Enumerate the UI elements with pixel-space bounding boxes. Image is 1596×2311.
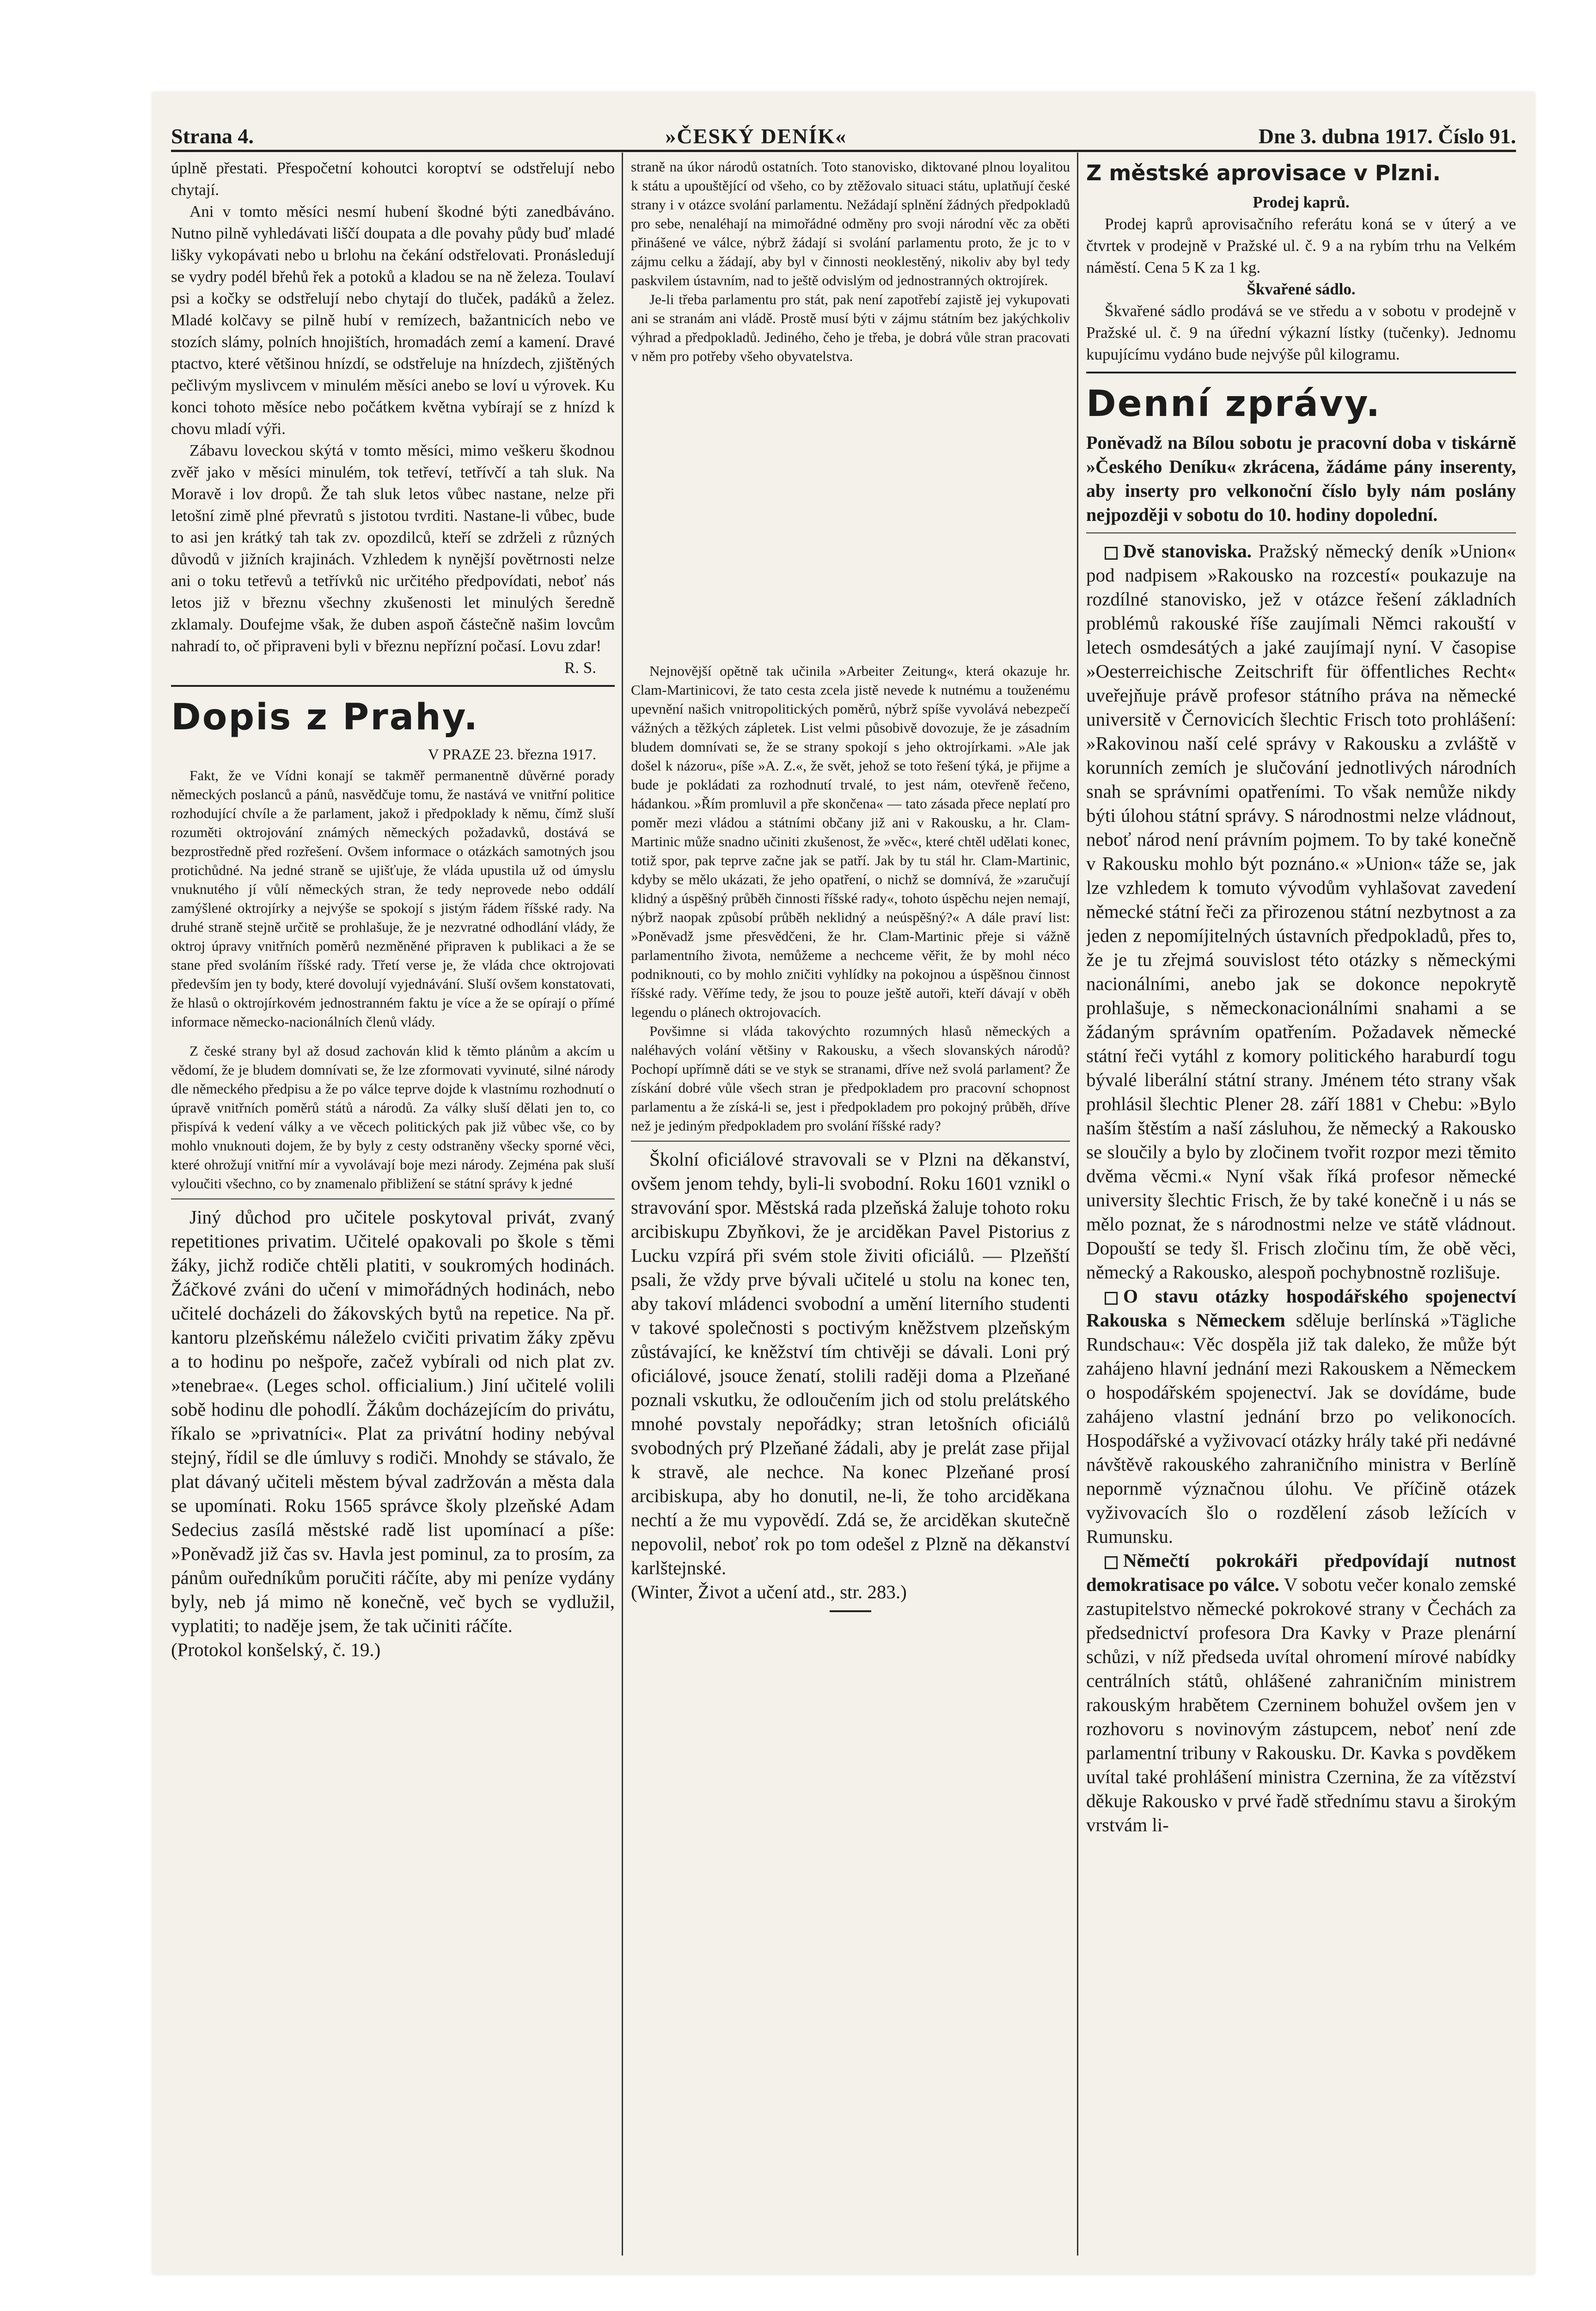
- newspaper-page: [153, 92, 1535, 2274]
- section-divider: [1086, 532, 1516, 533]
- section-headline: Denní zprávy.: [1086, 383, 1382, 425]
- page-number: Strana 4.: [171, 124, 254, 148]
- publisher-notice: Poněvadž na Bílou sobotu je pracovní doba v tiskárně »Českého Deníku« zkrácena, žádáme pány inserenty, aby inserty pro velkonoční číslo byly nám poslány nejpozději v sobotu do 10. hodiny dopolední.: [1086, 432, 1516, 525]
- subheading: Prodej kaprů.: [1253, 193, 1350, 211]
- issue-date: Dne 3. dubna 1917.: [1258, 124, 1433, 148]
- news-item-body: V sobotu večer konalo zemské zastupitelstvo německé pokrokové strany v Čechách za předsednictví profesora Dra Kavky v Praze plenární schůzi, v níž předseda uvítal ohromení mírové nabídky centrálních států, ohlášené zahraničním ministrem rakouským hrabětem Czerninem bohužel ovšem jen v rozhovoru s novinovým zástupcem, neboť není zde parlamentní tribuny v Rakousku. Dr. Kavka s povděkem uvítal také prohlášení ministra Czernina, že za vítězství děkuje Rakousko v prvé řadě střednímu stavu a širokým vrstvám li-: [1086, 1574, 1516, 1835]
- paragraph: Povšimne si vláda takovýchto rozumných hlasů německých a naléhavých volání většiny v Rakousku, a všech slovanských národů? Pochopí upřímně dáti se ve styk se stranami, dříve než svolá parlament? Že získání dobré vůle všech stran je předpokladem pro pracovní schopnost parlamentu a že získá-li se, jest i předpokladem pro pokojný průběh, dříve než je jediným předpokladem pro svolání říšské rady?: [631, 1023, 1070, 1134]
- square-bullet-icon: [1105, 547, 1118, 560]
- paragraph: Školní oficiálové stravovali se v Plzni na děkanství, ovšem jenom tehdy, byli-li svobodní. Roku 1601 vznikl o stravování spor. Městská rada plzeňská žaluje tohoto roku arcibiskupu Zbyňkovi, že je arciděkan Pavel Pistorius z Lucku vzpírá při svém stole živiti oficiálů. — Plzeňští psali, že vždy prve bývali učitelé u stolu na konec ten, aby takoví mládenci svobodní a umění literního studenti v takové společnosti s poctivým kněžstvem plzeňským zůstávající, ke kněžství tím chtivěji se dávali. Loni prý oficiálové, jsouce ženatí, stolili raději doma a Plzeňané poznali vskutku, že odloučením jich od stolu prelátského mnohé povstaly nepořádky; stran letošních oficiálů svobodných prý Plzeňané žádali, aby je prelát zase přijal k stravě, ale nechce. Na konec Plzeňané prosí arcibiskupa, aby ho donutil, ne-li, že toho arciděkana nechtí a že mu vypovědí. Zdá se, že arciděkan skutečně nepovolil, neboť rok po tom odešel z Plzně na děkanství karlštejnské.: [631, 1149, 1070, 1578]
- news-item-title: Dvě stanoviska.: [1123, 540, 1252, 562]
- column-right: [1086, 157, 1516, 2256]
- citation: (Winter, Život a učení atd., str. 283.): [631, 1581, 907, 1602]
- section-divider: [171, 685, 615, 687]
- news-item-body: sděluje berlínská »Tägliche Rundschau«: Věc dospěla již tak daleko, že může být zahájeno hlavní jednání mezi Rakouskem a Německem o hospodářském spojenectví. Jak se dovídáme, bude zahájeno vlastní jednání brzo po velikonocích. Hospodářské a vyživovací otázky hrály také při nedávné návštěvě rakouského zahraničního ministra v Berlíně nepornmě význačnou úlohu. Ve příčině otázek vyživovacích šlo o rozdělení zásob ležících v Rumunsku.: [1086, 1309, 1516, 1547]
- paragraph: Nejnovější opětně tak učinila »Arbeiter Zeitung«, která okazuje hr. Clam-Martinicovi, že tato cesta zcela jistě nevede k nutnému a touženému upevnění našich vnitropolitických poměrů, nýbrž spíše vyvolává nebezpečí vážných a těžkých zápletek. List velmi působivě dovozuje, že je zásadním bludem domnívati se, že se strany spokojí s jeho oktrojírkami. »Ale jak došel k názoru«, píše »A. Z.«, že svět, jehož se toto řešení týká, je přijme a bude je pokládati za rozhodnutí trvalé, to jest nám, otevřeně řečeno, hádankou. »Řím promluvil a pře skončena« — tato zásada přece neplatí pro poměr mezi vládou a státními občany již ani v Rakousku, a hr. Clam-Martinic může snadno učiniti zkušenost, že »věc«, které chtěl udělati konec, totiž spor, pak teprve začne jak se patří. Jak by tu stál hr. Clam-Martinic, kdyby se mělo ukázati, že jeho opatření, o nichž se domnívá, že »zaručují klidný a úspěšný průběh činnosti říšské rady«, tohoto úspěchu nejen nemají, nýbrž naopak způsobí průběh neklidný a neúspěšný?« A dále praví list: »Poněvadž jsme přesvědčeni, že hr. Clam-Martinic přeje si vážně parlamentního života, nemůžeme a nechceme věřit, že by mohl néco podniknouti, co by mohlo zničiti vyhlídky na pokojnou a úspěšnou činnost říšské rady. Věříme tedy, že jsou to pouze ještě autoři, kteří dávají v oběh legendu o plánech oktrojovacích.: [631, 663, 1070, 1020]
- citation: (Protokol konšelský, č. 19.): [171, 1639, 381, 1660]
- masthead-title: »ČESKÝ DENÍK«: [665, 124, 847, 148]
- news-item: [1086, 1284, 1516, 1548]
- paragraph: Jiný důchod pro učitele poskytoval privát, zvaný repetitiones privatim. Učitelé opakovali po škole s těmi žáky, jichž rodiče chtěli platiti, v soukromých hodinách. Žáčkové zváni do učení v mimořádných hodinách, nebo učitelé docházeli do žákovských bytů na repetice. Na př. kantoru plzeňskému náleželo cvičiti privatim žáky zpěvu a to hodinu po nešpoře, začež vybírali od nich plat zv. »tenebrae«. (Leges schol. officialium.) Jiní učitelé volili sobě hodinu dle pohodlí. Žákům docházejícím do privátu, říkalo se »privatníci«. Plat za privátní hodiny nebýval stejný, řídil se dle úmluvy s rodiči. Mnohdy se stávalo, že plat dávaný učiteli městem býval zadržován a města dala se upomínati. Roku 1565 správce školy plzeňské Adam Sedecius zasílá městské radě list upomínací a píše: »Poněvadž již čas sv. Havla jest pominul, za to prosím, za pánům ouředníkům poručiti ráčíte, aby mi peníze vydány byly, neb já mimo ně konečně, več bych se vydlužil, vyplatiti; to naděje jsem, že tak učiniti ráčíte.: [171, 1206, 615, 1636]
- paragraph: úplně přestati. Přespočetní kohoutci koroptví se odstřelují nebo chytají.: [171, 159, 615, 199]
- news-item-body: Pražský německý deník »Union« pod nadpisem »Rakousko na rozcestí« poukazuje na rozdílné stanovisko, jež v otázce řešení základních problémů rakouské říše zaujímali Němci rakouští v letech osmdesátých a jaké zaujímají nyní. V časopise »Oesterreichische Zeitschrift für öffentliches Recht« uveřejňuje právě profesor státního práva na německé universitě v Černovicích šlechtic Frisch toto prohlášení: »Rakovinou naší celé správy v Rakousku a zvláště v korunních zemích je slučování jednotlivých národních snah se správními opatřeními. To však nemůže nikdy býti úlohou státní správy. S národnostmi nelze vládnout, neboť národ není právním pojmem. To by také konečně v Rakousku mohlo být poznáno.« »Union« táže se, jak lze vzhledem k tomuto vývodům vyhlašovat zavedení německé státní řeči za přirozenou státní nezbytnost a za jeden z nepomíjitelných ústavních předpokladů, přes to, že je tu zřejmá souvislost této otázky s německými nacionálními, anebo jak se dokonce nepokrytě prohlašuje, s německonacionálními snahami a se žádaným správním opatřením. Požadavek německé státní řeči vytáhl z komory politického haraburdí togu bývalé liberální státní strany. Jménem této strany však prohlásil šlechtic Plener 28. září 1881 v Chebu: »Bylo naším štěstím a naší zásluhou, že německý a Rakousko se sloučily a bylo by zločinem tvořit rozpor mezi těmito dvěma věcmi.« Nyní však říká profesor německé university šlechtic Frisch, že by také konečně i u nás se mělo poznat, že s národnostmi nelze ve státě vládnout. Dopouští se tedy šl. Frisch zločinu tím, že obě věci, německý a Rakousko, alespoň pochybnostně rozlišuje.: [1086, 540, 1516, 1283]
- issue-number: Číslo 91.: [1438, 124, 1516, 148]
- column-left: [171, 157, 615, 2256]
- square-bullet-icon: [1105, 1556, 1118, 1569]
- news-item-title: O stavu otázky hospodářského spojenectví Rakouska s Německem: [1086, 1285, 1516, 1331]
- article-headline: Dopis z Prahy.: [171, 697, 479, 738]
- paragraph: Fakt, že ve Vídni konají se takměř permanentně důvěrné porady německých poslanců a pánů, nasvědčuje tomu, že nastává ve vnitřní politice rozhodující chvíle a že parlament, jakož i předpoklady k němu, čímž sluší rozuměti oktrojování známých německých požadavků, dostává se bezprostředně před rozřešení. Ovšem informace o otázkách samotných jsou protichůdné. Na jedné straně se ujišťuje, že vláda upustila už od úmyslu vnuknutého jí vůlí německých stran, že tedy neprovede nebo oddálí zamýšlené oktrojírky a nejvýše se spokojí s jistým řádem říšské rady. Na druhé straně stejně určitě se prohlašuje, že je nezvratné odhodlání vlády, že oktroj úpravy vnitřních poměrů nezměněné připraven k publikaci a že se stane před svoláním říšské rady. Třetí verse je, že vláda chce oktrojovati především jen ty body, které dovolují vyjednávání. Sluší ovšem konstatovati, že hlasů o oktrojírkovém jednostranném faktu je více a že se opírají o přímé informace německo-nacionálních členů vlády.: [171, 767, 615, 1030]
- news-item: [1086, 539, 1516, 1284]
- column-divider: [622, 153, 623, 2256]
- section-divider: [171, 1198, 615, 1199]
- paragraph: Je-li třeba parlamentu pro stát, pak není zapotřebí zajistě jej vykupovati ani se stranám ani vládě. Prostě musí býti v zájmu státním bez jakýchkoliv výhrad a předpokladů. Jediného, čeho je třeba, je dobrá vůle stran pracovati v něm pro potřeby všeho obyvatelstva.: [631, 291, 1070, 364]
- end-mark: [830, 1610, 871, 1612]
- column-middle: [631, 157, 1070, 2256]
- date-issue: [1259, 124, 1516, 148]
- section-divider: [1086, 372, 1516, 373]
- paragraph: Zábavu loveckou skýtá v tomto měsíci, mimo veškeru škodnou zvěř jako v měsíci minulém, tok tetřeví, tetřívčí a tah sluk. Na Moravě i lov dropů. Že tah sluk letos vůbec nastane, nelze při letošní zimě plné převratů s jistotou tvrditi. Nastane-li vůbec, bude to asi jen krátký tah tak zv. opozdilců, kteří se zdrželi z různých důvodů v jižních krajinách. Vzhledem k nynější povětrnosti nelze ani o toku tetřevů a tetřívků nic určitého předpovídati, neboť nás letos již v březnu všechny zkušenosti let minulých šeredně zklamaly. Doufejme však, že duben aspoň částečně našim lovcům nahradí to, oč připraveni byli v březnu nepřízní počasí. Lovu zdar!: [171, 441, 615, 655]
- paragraph: Škvařené sádlo prodává se ve středu a v sobotu v prodejně v Pražské ul. č. 9 na úřední výkazní lístky (tučenky). Jednomu kupujícímu vydáno bude nejvýše půl kilogramu.: [1086, 302, 1516, 363]
- paragraph: Prodej kaprů aprovisačního referátu koná se v úterý a ve čtvrtek v prodejně v Pražské ul. č. 9 a na rybím trhu na Velkém náměstí. Cena 5 K za 1 kg.: [1086, 215, 1516, 276]
- paragraph: Ani v tomto měsíci nesmí hubení škodné býti zanedbáváno. Nutno pilně vyhledávati liščí doupata a dle povahy půdy buď mladé lišky vykopávati nebo u brlohu na čekání odstřelovati. Pronásledují se vydry podél břehů řek a potoků a kladou se na ně železa. Toulaví psi a kočky se odstřelují nebo chytají do tluček, padáků a želez. Mladé kolčavy se pilně hubí v remízech, bažantnicích nebo ve stozích slámy, polních hnojištích, hromadách zemí a kamení. Dravé ptactvo, které většinou hnízdí, se odstřeluje na hnízdech, zjištěných pečlivým myslivcem v minulém měsíci anebo se loví u výrovek. Ku konci tohoto měsíce nebo počátkem května vybírají se z hnízd k chovu mladí výři.: [171, 202, 615, 438]
- column-divider: [1077, 153, 1078, 2256]
- section-divider: [631, 1141, 1070, 1142]
- news-item-title: Němečtí pokrokáři předpovídají nutnost demokratisace po válce.: [1086, 1550, 1516, 1595]
- paragraph: Z české strany byl až dosud zachován klid k těmto plánům a akcím u vědomí, že je bludem domnívati se, že lze zformovati vyvinuté, silné národy dle německého předpisu a že po válce teprve dojde k vlastnímu rozhodnutí o úpravě vnitřních poměrů států a národů. Za války sluší dělati jen to, co přispívá k vedení války a ve věcech politických pak již vůbec vše, co by mohlo vnuknouti dojem, že by byly z cesty odstraněny všecky sporné věci, které ohrožují vnitřní mír a vyvolávají boje mezi národy. Zejména pak sluší vyloučiti všechno, co by znamenalo přibližení se státní správy k jedné: [171, 1043, 615, 1192]
- signature: R. S.: [564, 659, 596, 677]
- subheading: Škvařené sádlo.: [1247, 280, 1356, 298]
- section-headline: Z městské aprovisace v Plzni.: [1086, 160, 1441, 185]
- page-header: [171, 122, 1516, 152]
- square-bullet-icon: [1105, 1292, 1118, 1305]
- paragraph: straně na úkor národů ostatních. Toto stanovisko, diktované plnou loyalitou k státu a upouštějící od všeho, co by ztěžovalo situaci státu, uplatňují české strany i v otázce svolání parlamentu. Nežádají splnění žádných předpokladů pro sebe, nenaléhají na mimořádné odměny pro svoji národní věc za oběti přinášené ve válce, nýbrž žádají si svolání parlamentu proto, že jc to v zájmu celku a žádají, aby byl v činnosti neoklestěný, nikoliv aby byl tedy paskvilem ústavním, nad to ještě odvislým od jednostranných oktrojírek.: [631, 159, 1070, 288]
- dateline: V PRAZE 23. března 1917.: [428, 746, 596, 763]
- news-item: [1086, 1548, 1516, 1837]
